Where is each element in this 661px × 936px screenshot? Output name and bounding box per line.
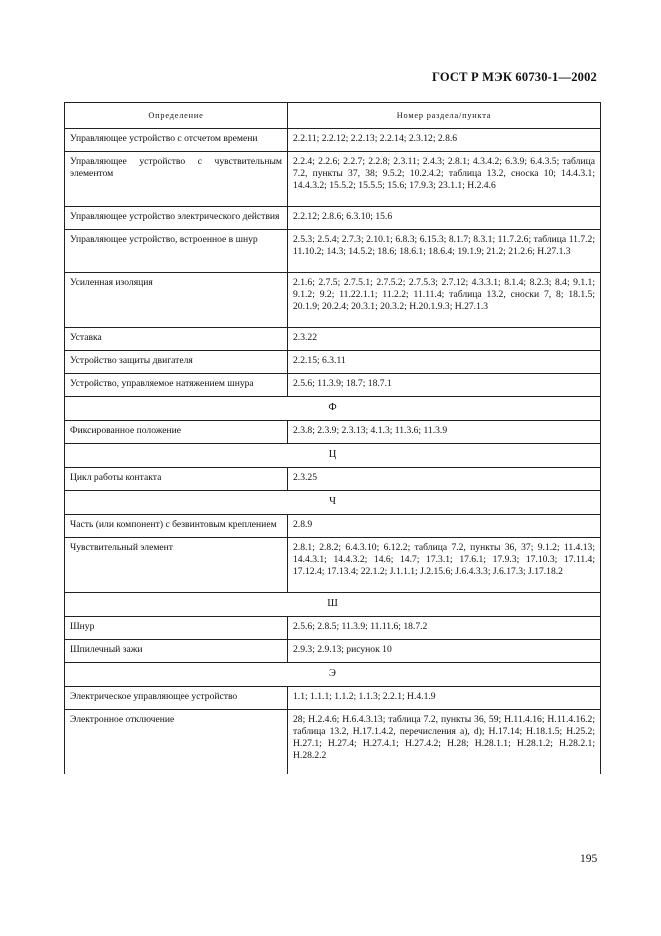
- term-reference: 2.3.22: [288, 328, 601, 351]
- term-reference: 2.1.6; 2.7.5; 2.7.5.1; 2.7.5.2; 2.7.5.3; 2.7.12; 4.3.3.1; 8.1.4; 8.2.3; 8.4; 9.1.1; 9.1.2; 9.2; 11.22.1.1; 11.2.2; 11.11.4; таблица 13.2, сноски 7, 8; 18.1.5; 20.1.9; 20.2.4; 20.3.1; 20.3.2; H.20.1.9.3; H.27.1.3: [288, 273, 601, 328]
- term-reference: 2.2.11; 2.2.12; 2.2.13; 2.2.14; 2.3.12; 2.8.6: [288, 129, 601, 152]
- term-definition: Чувствительный элемент: [65, 538, 288, 593]
- term-reference: 2.3.8; 2.3.9; 2.3.13; 4.1.3; 11.3.6; 11.3.9: [288, 421, 601, 444]
- letter-section-row: [65, 444, 601, 468]
- term-reference: 28; H.2.4.6; H.6.4.3.13; таблица 7.2, пункты 36, 59; H.11.4.16; H.11.4.16.2; таблица 13.2, H.17.1.4.2, перечисления a), d); H.17.14; H.18.1.5; H.25.2; H.27.1; H.27.4; H.27.4.1; H.27.4.2; H.28; H.28.1.1; H.28.1.2; H.28.2.1; H.28.2.2: [288, 710, 601, 775]
- term-reference: 2.8.9: [288, 515, 601, 538]
- term-definition: Электрическое управляющее устройство: [65, 687, 288, 710]
- table-row: [65, 328, 601, 351]
- term-definition: Уставка: [65, 328, 288, 351]
- page-number: 195: [580, 853, 598, 865]
- letter-section-row: [65, 491, 601, 515]
- term-definition: Устройство, управляемое натяжением шнура: [65, 374, 288, 397]
- table-row: [65, 230, 601, 273]
- table-row: [65, 421, 601, 444]
- section-letter: Ц: [65, 444, 601, 468]
- table-row: [65, 207, 601, 230]
- term-reference: 2.2.15; 6.3.11: [288, 351, 601, 374]
- term-definition: Управляющее устройство с отсчетом времени: [65, 129, 288, 152]
- table-row: [65, 617, 601, 640]
- section-letter: Э: [65, 663, 601, 687]
- table-row: [65, 515, 601, 538]
- term-reference: 2.2.12; 2.8.6; 6.3.10; 15.6: [288, 207, 601, 230]
- letter-section-row: [65, 663, 601, 687]
- index-table: [64, 102, 601, 774]
- term-definition: Электронное отключение: [65, 710, 288, 775]
- letter-section-row: [65, 397, 601, 421]
- term-definition: Управляющее устройство с чувствительным элементом: [65, 152, 288, 207]
- table-row: [65, 152, 601, 207]
- term-reference: 1.1; 1.1.1; 1.1.2; 1.1.3; 2.2.1; H.4.1.9: [288, 687, 601, 710]
- term-definition: Фиксированное положение: [65, 421, 288, 444]
- table-row: [65, 351, 601, 374]
- table-header-row: [65, 103, 601, 129]
- term-definition: Управляющее устройство, встроенное в шнур: [65, 230, 288, 273]
- column-header-reference: Номер раздела/пункта: [288, 103, 601, 129]
- term-definition: Управляющее устройство электрического действия: [65, 207, 288, 230]
- term-reference: 2.5.6; 2.8.5; 11.3.9; 11.11.6; 18.7.2: [288, 617, 601, 640]
- table-row: [65, 640, 601, 663]
- section-letter: Ч: [65, 491, 601, 515]
- table-row: [65, 468, 601, 491]
- table-row: [65, 374, 601, 397]
- section-letter: Ф: [65, 397, 601, 421]
- term-reference: 2.5.3; 2.5.4; 2.7.3; 2.10.1; 6.8.3; 6.15.3; 8.1.7; 8.3.1; 11.7.2.6; таблица 11.7.2; 11.10.2; 14.3; 14.5.2; 18.6; 18.6.1; 18.6.4; 19.1.9; 21.2; 21.2.6; H.27.1.3: [288, 230, 601, 273]
- term-definition: Шнур: [65, 617, 288, 640]
- term-definition: Шпилечный зажи: [65, 640, 288, 663]
- column-header-definition: Определение: [65, 103, 288, 129]
- document-header: ГОСТ Р МЭК 60730-1—2002: [432, 70, 597, 84]
- table-row: [65, 687, 601, 710]
- term-definition: Усиленная изоляция: [65, 273, 288, 328]
- table-row: [65, 710, 601, 775]
- table-body: [65, 129, 601, 775]
- letter-section-row: [65, 593, 601, 617]
- table-row: [65, 129, 601, 152]
- section-letter: Ш: [65, 593, 601, 617]
- term-reference: 2.8.1; 2.8.2; 6.4.3.10; 6.12.2; таблица 7.2, пункты 36, 37; 9.1.2; 11.4.13; 14.4.3.1; 14.4.3.2; 14.6; 14.7; 17.3.1; 17.6.1; 17.9.3; 17.10.3; 17.11.4; 17.12.4; 17.13.4; 22.1.2; J.1.1.1; J.2.15.6; J.6.4.3.3; J.6.17.3; J.17.18.2: [288, 538, 601, 593]
- term-reference: 2.3.25: [288, 468, 601, 491]
- table-row: [65, 273, 601, 328]
- term-definition: Цикл работы контакта: [65, 468, 288, 491]
- term-reference: 2.5.6; 11.3.9; 18.7; 18.7.1: [288, 374, 601, 397]
- term-definition: Часть (или компонент) с безвинтовым креплением: [65, 515, 288, 538]
- table-row: [65, 538, 601, 593]
- term-definition: Устройство защиты двигателя: [65, 351, 288, 374]
- term-reference: 2.2.4; 2.2.6; 2.2.7; 2.2.8; 2.3.11; 2.4.3; 2.8.1; 4.3.4.2; 6.3.9; 6.4.3.5; таблица 7.2, пункты 37, 38; 9.5.2; 10.2.4.2; таблица 13.2, сноска 10; 14.4.3.1; 14.4.3.2; 15.5.2; 15.5.5; 15.6; 17.9.3; 23.1.1; H.2.4.6: [288, 152, 601, 207]
- term-reference: 2.9.3; 2.9.13; рисунок 10: [288, 640, 601, 663]
